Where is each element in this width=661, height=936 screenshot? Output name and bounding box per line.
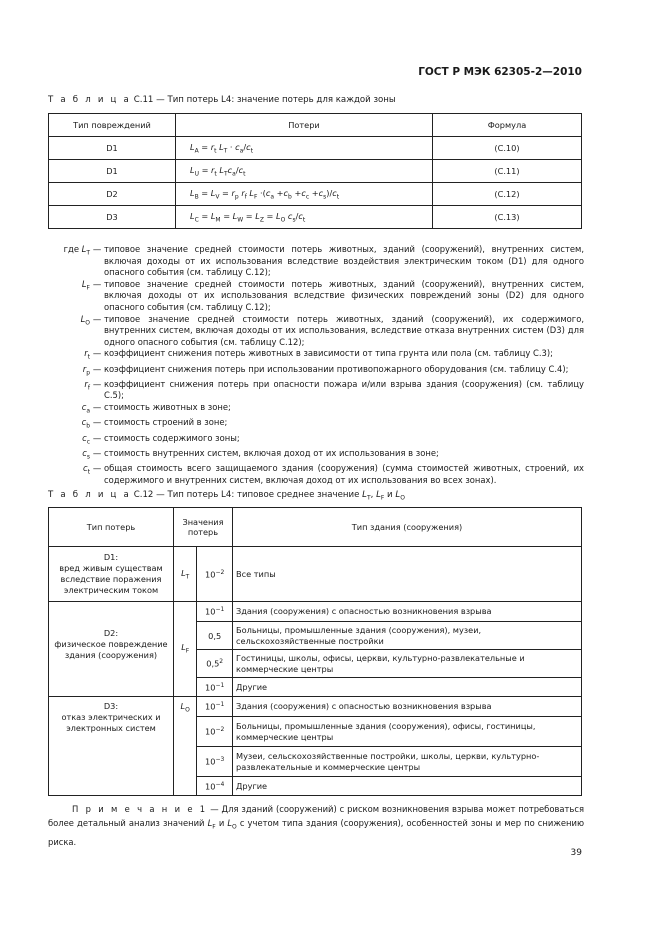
loss-value-cell: $10^{-3}$ xyxy=(197,747,233,777)
symbol-definitions xyxy=(48,244,584,486)
definition-symbol: $c_t$ xyxy=(83,463,90,476)
building-type-cell: Больницы, промышленные здания (сооружения), музеи, сельскохозяйственные постройки xyxy=(233,622,582,650)
standard-header: ГОСТ Р МЭК 62305-2—2010 xyxy=(418,66,582,78)
table-row xyxy=(49,206,582,229)
definition-text: типовое значение средней стоимости потерь животных, зданий (сооружений), их содержимого, внутренних систем, включая доходы от их использования, вследствие отказа внутренних систем (D3) для одного опасного события (см. таблицу С.12); xyxy=(104,313,584,347)
table-row xyxy=(49,602,582,622)
formula-expression: $L_B = L_V = r_p$ $r_f$ $L_F \cdot(c_a +c_b +c_c +c_s)/c_t$ xyxy=(176,183,433,206)
loss-type-cell: D2: физическое повреждение здания (сооружения) xyxy=(49,602,174,697)
definition-symbol: $c_b$ xyxy=(81,417,90,430)
formula-number: (C.11) xyxy=(433,160,582,183)
definition-item: $r_t$ — коэффициент снижения потерь животных в зависимости от типа грунта или пола (см. таблицу С.3); xyxy=(48,348,584,363)
page-number: 39 xyxy=(570,848,582,858)
damage-type-cell: D1 xyxy=(49,160,176,183)
definition-item: $c_t$ — общая стоимость всего защищаемого здания (сооружения) (сумма стоимостей животных, строений, их содержимого и внутренних систем, включая доход от их использования во всех зонах). xyxy=(48,463,584,486)
formula-expression: $L_C = L_M = L_W = L_Z = L_O$ $c_s/c_t$ xyxy=(176,206,433,229)
building-type-cell: Здания (сооружения) с опасностью возникновения взрыва xyxy=(233,602,582,622)
formula-number: (C.13) xyxy=(433,206,582,229)
table-header-cell: Значения потерь xyxy=(174,508,233,547)
definition-symbol: где $L_T$ xyxy=(63,244,90,257)
damage-type-cell: D1 xyxy=(49,137,176,160)
definition-text: коэффициент снижения потерь животных в зависимости от типа грунта или пола (см. таблицу С.3); xyxy=(104,348,553,359)
formula-expression: $L_A = r_t$ $L_T \cdot c_a/c_t$ xyxy=(176,137,433,160)
damage-type-cell: D3 xyxy=(49,206,176,229)
formula-expression: $L_U = r_t$ $L_Tc_a/c_t$ xyxy=(176,160,433,183)
definition-item: $c_c$ — стоимость содержимого зоны; xyxy=(48,433,584,448)
building-type-cell: Другие xyxy=(233,777,582,796)
definition-text: коэффициент снижения потерь при использовании противопожарного оборудования (см. таблицу С.4); xyxy=(104,363,569,374)
formula-number: (C.12) xyxy=(433,183,582,206)
definition-symbol: $L_F$ xyxy=(81,278,90,292)
table-row xyxy=(49,137,582,160)
definition-symbol: $c_a$ xyxy=(81,402,90,415)
loss-value-cell: 0,5 xyxy=(197,622,233,650)
table-header-cell: Формула xyxy=(433,114,582,137)
definition-symbol: $r_p$ xyxy=(82,363,90,377)
table-header-row xyxy=(49,508,582,547)
definition-item: $L_F$ — типовое значение средней стоимости потерь животных, зданий (сооружений), внутренних систем, включая доходы от их использования вследствие физических повреждений зоны (D2) для одного опасного события (см. таблицу С.12); xyxy=(48,279,584,314)
definition-item: $r_f$ — коэффициент снижения потерь при опасности пожара и/или взрыва здания (сооружения) (см. таблицу С.5); xyxy=(48,379,584,402)
loss-symbol-cell: $L_O$ xyxy=(174,697,197,796)
loss-value-cell: $0,5^2$ xyxy=(197,650,233,678)
definition-symbol: $r_t$ xyxy=(84,348,90,362)
definition-text: стоимость строений в зоне; xyxy=(104,417,228,428)
definition-item: $c_a$ — стоимость животных в зоне; xyxy=(48,402,584,417)
definition-text: общая стоимость всего защищаемого здания (сооружения) (сумма стоимостей животных, строений, их содержимого и внутренних систем, включая доход от их использования во всех зонах). xyxy=(104,463,584,485)
definition-item: $L_O$ — типовое значение средней стоимости потерь животных, зданий (сооружений), их содержимого, внутренних систем, включая доходы от их использования, вследствие отказа внутренних систем (D3) для одного опасного события (см. таблицу С.12); xyxy=(48,314,584,349)
definition-text: коэффициент снижения потерь при опасности пожара и/или взрыва здания (сооружения) (см. таблицу С.5); xyxy=(104,378,584,401)
definition-text: стоимость внутренних систем, включая доход от их использования в зоне; xyxy=(104,447,439,458)
table-c11-caption: Т а б л и ц а С.11 — Тип потерь L4: значение потерь для каждой зоны xyxy=(48,95,396,105)
definition-symbol: $r_f$ xyxy=(84,378,90,392)
loss-type-cell: D1: вред живым существам вследствие поражения электрическим током xyxy=(49,547,174,602)
definition-symbol: $L_O$ xyxy=(80,313,90,327)
table-header-cell: Потери xyxy=(176,114,433,137)
table-row xyxy=(49,183,582,206)
table-c12-caption: Т а б л и ц а С.12 — Тип потерь L4: типовое среднее значение $L_T$, $L_F$ и $L_O$ xyxy=(48,490,405,502)
loss-value-cell: $10^{-2}$ xyxy=(197,547,233,602)
definition-text: стоимость содержимого зоны; xyxy=(104,432,240,443)
definition-item: $r_p$ — коэффициент снижения потерь при использовании противопожарного оборудования (см. таблицу С.4); xyxy=(48,364,584,379)
definition-item: где $L_T$ — типовое значение средней стоимости потерь животных, зданий (сооружений), внутренних систем, включая доходы от их использования вследствие воздействия электрическим током (D1) для одного опасного события (см. таблицу С.12); xyxy=(48,244,584,279)
definition-text: типовое значение средней стоимости потерь животных, зданий (сооружений), внутренних систем, включая доходы от их использования вследствие физических повреждений зоны (D2) для одного опасного события (см. таблицу С.12); xyxy=(104,278,584,312)
building-type-cell: Музеи, сельскохозяйственные постройки, школы, церкви, культурно-развлекательные и коммерческие центры xyxy=(233,747,582,777)
definition-text: типовое значение средней стоимости потерь животных, зданий (сооружений), внутренних систем, включая доходы от их использования вследствие воздействия электрическим током (D1) для одного опасного события (см. таблицу С.12); xyxy=(104,244,584,278)
formula-number: (C.10) xyxy=(433,137,582,160)
table-row xyxy=(49,547,582,602)
table-header-cell: Тип потерь xyxy=(49,508,174,547)
loss-type-cell: D3: отказ электрических и электронных систем xyxy=(49,697,174,796)
damage-type-cell: D2 xyxy=(49,183,176,206)
table-c11 xyxy=(48,113,582,229)
building-type-cell: Все типы xyxy=(233,547,582,602)
loss-value-cell: $10^{-1}$ xyxy=(197,602,233,622)
table-header-cell: Тип повреждений xyxy=(49,114,176,137)
loss-symbol-cell: $L_F$ xyxy=(174,602,197,697)
building-type-cell: Другие xyxy=(233,678,582,697)
building-type-cell: Здания (сооружения) с опасностью возникновения взрыва xyxy=(233,697,582,717)
table-header-row xyxy=(49,114,582,137)
table-row xyxy=(49,160,582,183)
definition-symbol: $c_c$ xyxy=(82,432,90,446)
definition-text: стоимость животных в зоне; xyxy=(104,402,231,413)
building-type-cell: Больницы, промышленные здания (сооружения), офисы, гостиницы, коммерческие центры xyxy=(233,717,582,747)
loss-value-cell: $10^{-1}$ xyxy=(197,678,233,697)
table-c12 xyxy=(48,507,582,796)
definition-symbol: $c_s$ xyxy=(82,447,90,461)
loss-value-cell: $10^{-2}$ xyxy=(197,717,233,747)
definition-item: $c_b$ — стоимость строений в зоне; xyxy=(48,417,584,432)
loss-value-cell: $10^{-1}$ xyxy=(197,697,233,717)
table-header-cell: Тип здания (сооружения) xyxy=(233,508,582,547)
loss-value-cell: $10^{-4}$ xyxy=(197,777,233,796)
loss-symbol-cell: $L_T$ xyxy=(174,547,197,602)
table-note: П р и м е ч а н и е 1 — Для зданий (сооружений) с риском возникновения взрыва может потребоваться более детальный анализ значений $L_F$ и $L_O$ с учетом типа здания (сооружения), особенностей зоны и мер по снижению риска. xyxy=(48,804,584,847)
building-type-cell: Гостиницы, школы, офисы, церкви, культурно-развлекательные и коммерческие центры xyxy=(233,650,582,678)
definition-item: $c_s$ — стоимость внутренних систем, включая доход от их использования в зоне; xyxy=(48,448,584,463)
table-row xyxy=(49,697,582,717)
